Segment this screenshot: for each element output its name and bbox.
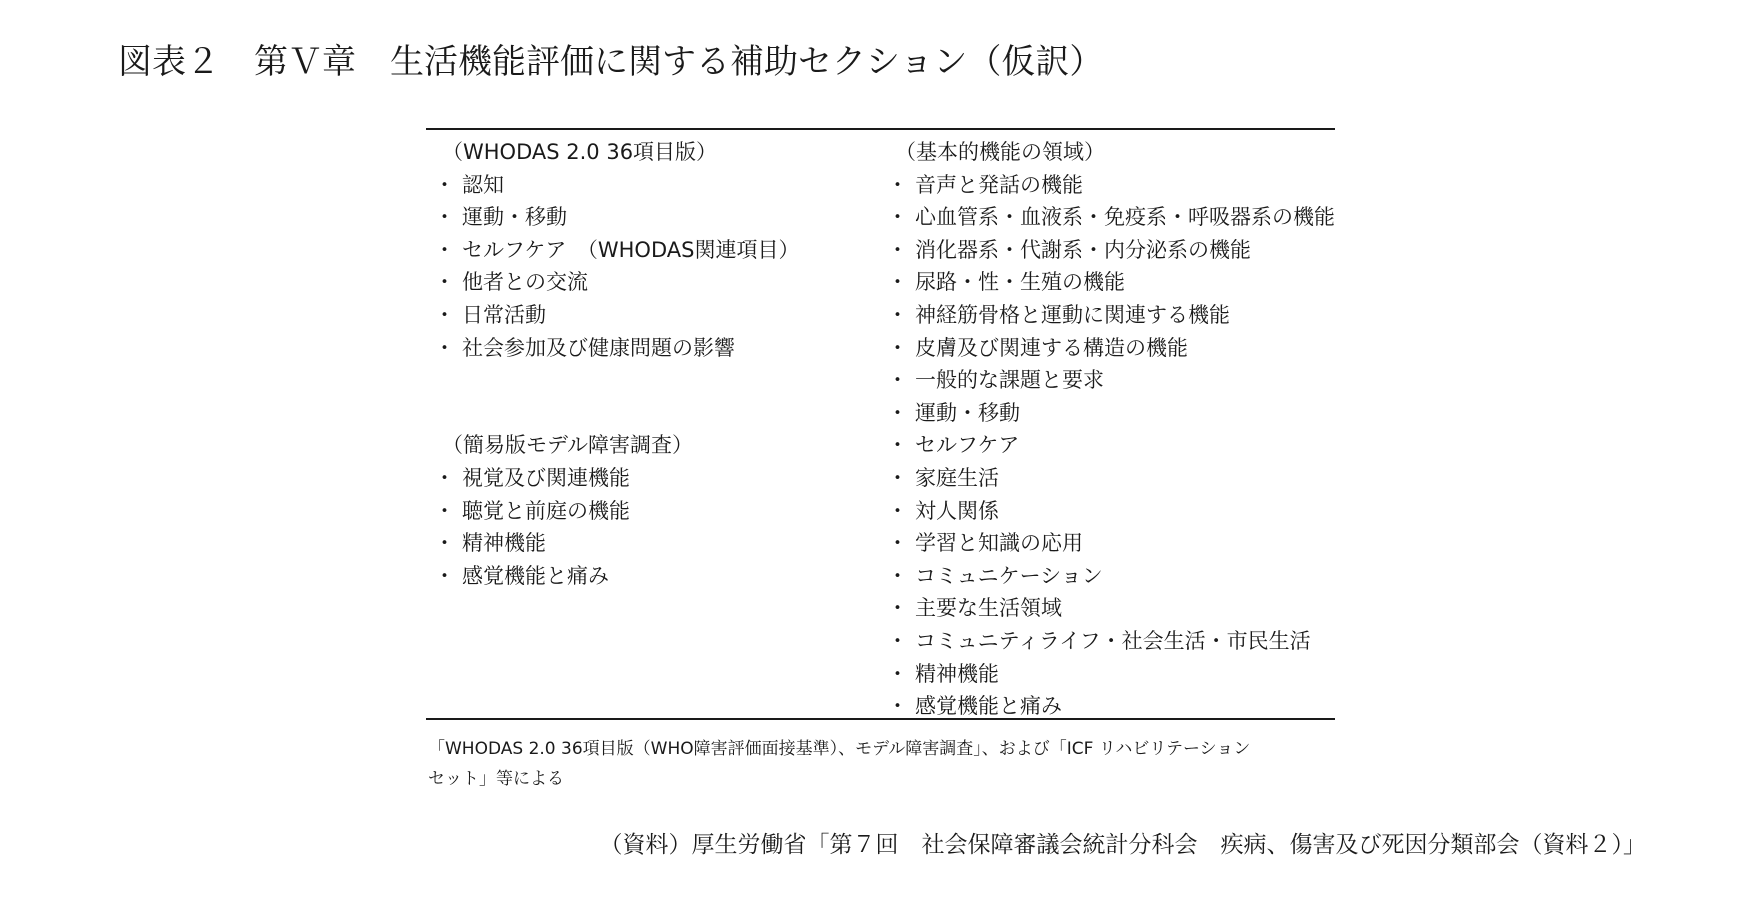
list-item: ・ コミュニティライフ・社会生活・市民生活 [885, 625, 1335, 658]
section-table [426, 128, 1335, 720]
spacer [432, 364, 872, 397]
list-item: ・ 心血管系・血液系・免疫系・呼吸器系の機能 [885, 201, 1335, 234]
list-item: ・ 精神機能 [432, 527, 872, 560]
bullet: ・ [887, 335, 908, 360]
bullet: ・ [887, 694, 908, 719]
list-item: ・ 日常活動 [432, 299, 872, 332]
list-item: ・ セルフケア （WHODAS関連項目） [432, 234, 872, 267]
list-item: ・ 尿路・性・生殖の機能 [885, 266, 1335, 299]
bullet: ・ [887, 661, 908, 686]
model-survey-heading: （簡易版モデル障害調査） [442, 433, 693, 458]
list-item: ・ 消化器系・代謝系・内分泌系の機能 [885, 234, 1335, 267]
list-item: ・ 対人関係 [885, 495, 1335, 528]
right-column [885, 136, 1335, 723]
bullet: ・ [887, 172, 908, 197]
bullet: ・ [434, 531, 455, 556]
list-item: ・ 聴覚と前庭の機能 [432, 495, 872, 528]
bullet: ・ [887, 433, 908, 458]
list-item: ・ 認知 [432, 169, 872, 202]
list-item: ・ 運動・移動 [885, 397, 1335, 430]
list-item: ・ 感覚機能と痛み [885, 690, 1335, 723]
bullet: ・ [434, 465, 455, 490]
page-title: 図表２ 第Ｖ章 生活機能評価に関する補助セクション（仮訳） [118, 42, 1104, 82]
bullet: ・ [887, 563, 908, 588]
bullet: ・ [887, 270, 908, 295]
bullet: ・ [887, 628, 908, 653]
bullet: ・ [887, 400, 908, 425]
basic-function-heading: （基本的機能の領域） [895, 140, 1105, 164]
list-item: ・ 視覚及び関連機能 [432, 462, 872, 495]
bullet: ・ [887, 302, 908, 327]
list-item: ・ 一般的な課題と要求 [885, 364, 1335, 397]
list-item: ・ 運動・移動 [432, 201, 872, 234]
list-item: ・ 精神機能 [885, 658, 1335, 691]
list-item: ・ 感覚機能と痛み [432, 560, 872, 593]
bullet: ・ [434, 302, 455, 327]
bullet: ・ [434, 498, 455, 523]
bullet: ・ [887, 531, 908, 556]
list-item: ・ 音声と発話の機能 [885, 169, 1335, 202]
bullet: ・ [434, 335, 455, 360]
table-note [428, 734, 1328, 794]
list-item: ・ コミュニケーション [885, 560, 1335, 593]
bullet: ・ [887, 498, 908, 523]
bullet: ・ [887, 465, 908, 490]
list-item: ・ 学習と知識の応用 [885, 527, 1335, 560]
list-item: ・ 皮膚及び関連する構造の機能 [885, 332, 1335, 365]
bullet: ・ [887, 596, 908, 621]
list-item: ・ 家庭生活 [885, 462, 1335, 495]
bullet: ・ [434, 270, 455, 295]
bullet: ・ [434, 563, 455, 588]
note-line-1: 「WHODAS 2.0 36項目版（WHO障害評価面接基準）、モデル障害調査」、および「ICF リハビリテーション [428, 739, 1251, 759]
bullet: ・ [887, 205, 908, 230]
list-item: ・ 他者との交流 [432, 266, 872, 299]
source-citation: （資料）厚生労働省「第７回 社会保障審議会統計分科会 疾病、傷害及び死因分類部会（資料２）」 [599, 832, 1646, 858]
note-line-2: セット」等による [428, 769, 564, 789]
list-item: ・ 神経筋骨格と運動に関連する機能 [885, 299, 1335, 332]
bullet: ・ [887, 237, 908, 262]
list-item: ・ 社会参加及び健康問題の影響 [432, 332, 872, 365]
left-column [432, 136, 872, 592]
list-item: ・ 主要な生活領域 [885, 592, 1335, 625]
bullet: ・ [887, 368, 908, 393]
spacer [432, 397, 872, 430]
list-item: ・ セルフケア [885, 429, 1335, 462]
bullet: ・ [434, 172, 455, 197]
whodas-heading: （WHODAS 2.0 36項目版） [442, 140, 718, 164]
bullet: ・ [434, 237, 455, 262]
bullet: ・ [434, 205, 455, 230]
